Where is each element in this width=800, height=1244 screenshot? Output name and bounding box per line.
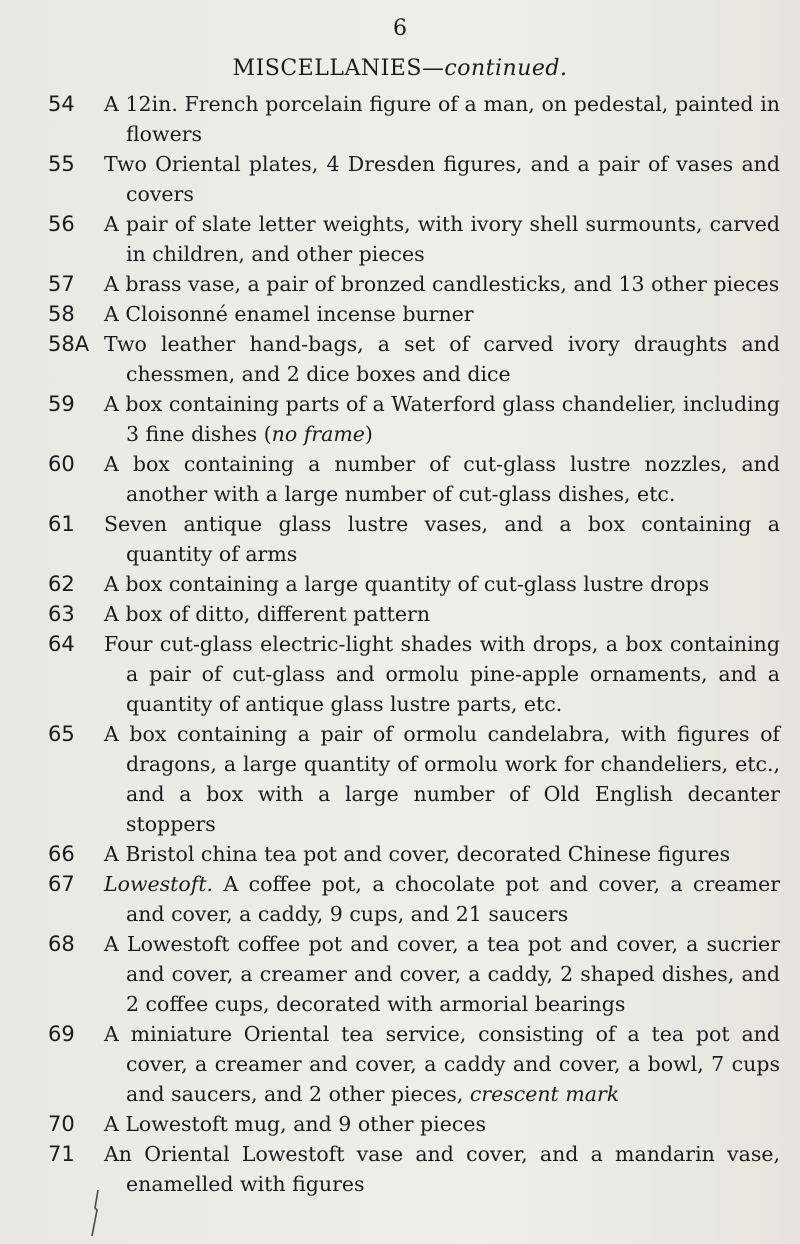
lot-number: 60 [48, 452, 75, 476]
lot-entry [48, 89, 780, 149]
lot-description [104, 869, 780, 929]
lot-number: 70 [48, 1112, 75, 1136]
lot-description [104, 569, 780, 599]
lot-number: 58 [48, 302, 75, 326]
lot-description [104, 89, 780, 149]
lot-number: 62 [48, 572, 75, 596]
lot-description [104, 719, 780, 839]
lot-description-text: A pair of slate letter weights, with ivory shell surmounts, carved in children, and other pieces [104, 212, 780, 266]
lot-description-text: A box containing a large quantity of cut-glass lustre drops [104, 572, 710, 596]
lot-number: 65 [48, 722, 75, 746]
lot-entry [48, 569, 780, 599]
lot-description-text: A Lowestoft coffee pot and cover, a tea pot and cover, a sucrier and cover, a creamer and cover, a caddy, 2 shaped dishes, and 2 coffee cups, decorated with armorial bearings [104, 932, 780, 1016]
lot-description-italic: crescent mark [469, 1082, 620, 1106]
lot-number: 61 [48, 512, 75, 536]
lot-number: 59 [48, 392, 75, 416]
lot-entry [48, 329, 780, 389]
lot-description [104, 1139, 780, 1199]
lot-entry [48, 1109, 780, 1139]
lot-number: 67 [48, 872, 75, 896]
lot-description [104, 209, 780, 269]
lot-number: 55 [48, 152, 75, 176]
lot-entry [48, 209, 780, 269]
lot-description-text: A Cloisonné enamel incense burner [104, 302, 474, 326]
lot-description [104, 629, 780, 719]
lot-entry [48, 599, 780, 629]
lot-description-text: ) [364, 422, 373, 446]
lot-description [104, 929, 780, 1019]
lot-number: 71 [48, 1142, 75, 1166]
lot-entry [48, 719, 780, 839]
section-title [0, 56, 800, 81]
lot-number: 66 [48, 842, 75, 866]
lot-description [104, 299, 780, 329]
lot-description-text: An Oriental Lowestoft vase and cover, and a mandarin vase, enamelled with figures [104, 1142, 780, 1196]
lot-description-text: A box containing a pair of ormolu candelabra, with figures of dragons, a large quantity of ormolu work for chandeliers, etc., and a box with a large number of Old English decanter stoppers [104, 722, 780, 836]
section-title-text: MISCELLANIES [232, 56, 422, 81]
page-number: 6 [393, 16, 407, 41]
lot-description-text: A Lowestoft mug, and 9 other pieces [104, 1112, 486, 1136]
lot-entry [48, 1139, 780, 1199]
lot-entry [48, 629, 780, 719]
lot-description [104, 1109, 780, 1139]
lot-description-text: Two leather hand-bags, a set of carved ivory draughts and chessmen, and 2 dice boxes and dice [104, 332, 780, 386]
lot-description-italic: Lowestoft. [104, 872, 214, 896]
lot-description-text: A miniature Oriental tea service, consisting of a tea pot and cover, a creamer and cover, a caddy and cover, a bowl, 7 cups and saucers, and 2 other pieces, [104, 1022, 780, 1106]
lot-description-text: Two Oriental plates, 4 Dresden figures, and a pair of vases and covers [104, 152, 780, 206]
lot-description-text: A box of ditto, different pattern [104, 602, 431, 626]
lot-list [48, 89, 780, 1199]
lot-entry [48, 149, 780, 209]
section-title-continued: —continued. [421, 56, 568, 81]
lot-description-text: A 12in. French porcelain figure of a man, on pedestal, painted in flowers [104, 92, 780, 146]
lot-entry [48, 869, 780, 929]
lot-entry [48, 299, 780, 329]
lot-number: 57 [48, 272, 75, 296]
lot-description-text: A coffee pot, a chocolate pot and cover, a creamer and cover, a caddy, 9 cups, and 21 saucers [126, 872, 780, 926]
lot-entry [48, 929, 780, 1019]
lot-number: 69 [48, 1022, 75, 1046]
lot-number: 68 [48, 932, 75, 956]
lot-description [104, 329, 780, 389]
lot-description-text: Seven antique glass lustre vases, and a box containing a quantity of arms [104, 512, 780, 566]
lot-number: 54 [48, 92, 75, 116]
lot-description [104, 599, 780, 629]
lot-description-text: A brass vase, a pair of bronzed candlesticks, and 13 other pieces [104, 272, 780, 296]
lot-number: 63 [48, 602, 75, 626]
lot-description [104, 449, 780, 509]
lot-description-text: A box containing parts of a Waterford glass chandelier, including 3 fine dishes ( [104, 392, 780, 446]
lot-description-text: A Bristol china tea pot and cover, decorated Chinese figures [104, 842, 731, 866]
lot-number: 64 [48, 632, 75, 656]
lot-description [104, 149, 780, 209]
lot-number: 58A [48, 332, 90, 356]
pencil-mark [88, 1188, 102, 1238]
lot-description [104, 839, 780, 869]
lot-description-italic: no frame [271, 422, 365, 446]
lot-entry [48, 269, 780, 299]
lot-description [104, 269, 780, 299]
lot-entry [48, 839, 780, 869]
lot-number: 56 [48, 212, 75, 236]
lot-description [104, 389, 780, 449]
lot-entry [48, 1019, 780, 1109]
lot-description-text: Four cut-glass electric-light shades with drops, a box containing a pair of cut-glass and ormolu pine-apple ornaments, and a quantity of antique glass lustre parts, etc. [104, 632, 780, 716]
lot-entry [48, 509, 780, 569]
lot-description [104, 509, 780, 569]
lot-description [104, 1019, 780, 1109]
lot-description-text: A box containing a number of cut-glass lustre nozzles, and another with a large number of cut-glass dishes, etc. [104, 452, 780, 506]
lot-entry [48, 449, 780, 509]
lot-entry [48, 389, 780, 449]
